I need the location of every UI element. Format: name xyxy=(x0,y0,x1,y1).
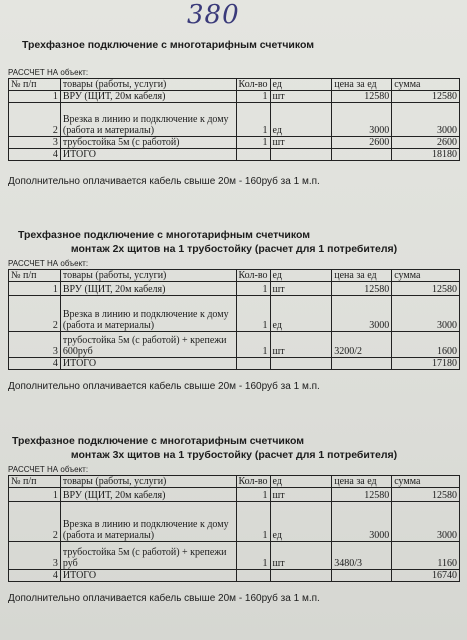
header-qty: Кол-во xyxy=(236,476,270,488)
header-sum: сумма xyxy=(392,270,460,282)
row-goods: ВРУ (ЩИТ, 20м кабеля) xyxy=(60,282,236,296)
row-sum: 3000 xyxy=(392,502,460,542)
section-title: Трехфазное подключение с многотарифным счетчиком xyxy=(18,229,311,241)
handwritten-page-number: 380 xyxy=(187,0,240,30)
row-price xyxy=(332,149,392,161)
row-qty: 1 xyxy=(236,282,270,296)
header-qty: Кол-во xyxy=(236,270,270,282)
header-no: № п/п xyxy=(9,79,61,91)
row-no: 1 xyxy=(9,282,61,296)
price-section-1 xyxy=(8,38,460,188)
table-header-row xyxy=(9,270,460,282)
header-price: цена за ед xyxy=(332,270,392,282)
row-price: 3480/3 xyxy=(332,542,392,570)
row-no: 1 xyxy=(9,91,61,103)
row-goods: трубостойка 5м (с работой) + крепежи 600руб xyxy=(60,332,236,358)
row-qty: 1 xyxy=(236,542,270,570)
row-qty xyxy=(236,570,270,582)
row-sum: 12580 xyxy=(392,488,460,502)
cable-note: Дополнительно оплачивается кабель свыше 20м - 160руб за 1 м.п. xyxy=(8,176,320,187)
row-no: 4 xyxy=(9,149,61,161)
row-no: 3 xyxy=(9,542,61,570)
table-row xyxy=(9,488,460,502)
row-goods: ИТОГО xyxy=(60,358,236,370)
row-unit: шт xyxy=(270,332,332,358)
row-price: 12580 xyxy=(332,488,392,502)
header-unit: ед xyxy=(270,270,332,282)
row-sum: 3000 xyxy=(392,296,460,332)
table-row xyxy=(9,296,460,332)
row-unit: ед xyxy=(270,296,332,332)
header-qty: Кол-во xyxy=(236,79,270,91)
table-row xyxy=(9,282,460,296)
calc-label: РАССЧЕТ НА объект: xyxy=(8,259,89,268)
table-row xyxy=(9,91,460,103)
header-no: № п/п xyxy=(9,270,61,282)
header-unit: ед xyxy=(270,79,332,91)
row-no: 4 xyxy=(9,570,61,582)
header-goods: товары (работы, услуги) xyxy=(60,79,236,91)
row-qty: 1 xyxy=(236,488,270,502)
calc-label: РАССЧЕТ НА объект: xyxy=(8,465,89,474)
table-row xyxy=(9,137,460,149)
header-unit: ед xyxy=(270,476,332,488)
table-total-row xyxy=(9,570,460,582)
price-table xyxy=(8,78,460,161)
row-qty: 1 xyxy=(236,332,270,358)
row-unit xyxy=(270,149,332,161)
cable-note: Дополнительно оплачивается кабель свыше 20м - 160руб за 1 м.п. xyxy=(8,593,320,604)
table-row xyxy=(9,103,460,137)
row-price: 3000 xyxy=(332,502,392,542)
section-title: Трехфазное подключение с многотарифным счетчиком xyxy=(12,435,305,447)
row-unit: шт xyxy=(270,91,332,103)
row-goods: трубостойка 5м (с работой) + крепежи руб xyxy=(60,542,236,570)
row-sum: 1160 xyxy=(392,542,460,570)
table-row xyxy=(9,542,460,570)
header-no: № п/п xyxy=(9,476,61,488)
row-price: 3000 xyxy=(332,103,392,137)
row-sum: 17180 xyxy=(392,358,460,370)
row-qty xyxy=(236,149,270,161)
row-sum: 18180 xyxy=(392,149,460,161)
row-price: 12580 xyxy=(332,91,392,103)
row-qty: 1 xyxy=(236,103,270,137)
table-row xyxy=(9,332,460,358)
row-unit xyxy=(270,570,332,582)
table-header-row xyxy=(9,476,460,488)
price-table xyxy=(8,475,460,582)
row-qty: 1 xyxy=(236,91,270,103)
row-unit: шт xyxy=(270,488,332,502)
price-table xyxy=(8,269,460,370)
row-qty: 1 xyxy=(236,296,270,332)
row-goods: ИТОГО xyxy=(60,570,236,582)
section-subtitle: монтаж 3х щитов на 1 трубостойку (расчет для 1 потребителя) xyxy=(70,449,398,461)
row-no: 3 xyxy=(9,332,61,358)
row-unit: ед xyxy=(270,502,332,542)
row-price: 12580 xyxy=(332,282,392,296)
row-sum: 12580 xyxy=(392,282,460,296)
row-unit xyxy=(270,358,332,370)
table-header-row xyxy=(9,79,460,91)
row-no: 2 xyxy=(9,502,61,542)
row-no: 4 xyxy=(9,358,61,370)
row-price xyxy=(332,570,392,582)
row-goods: Врезка в линию и подключение к дому (работа и материалы) xyxy=(60,103,236,137)
row-sum: 12580 xyxy=(392,91,460,103)
row-sum: 1600 xyxy=(392,332,460,358)
row-unit: шт xyxy=(270,282,332,296)
header-goods: товары (работы, услуги) xyxy=(60,476,236,488)
price-section-2 xyxy=(8,228,460,393)
row-price xyxy=(332,358,392,370)
row-goods: Врезка в линию и подключение к дому (работа и материалы) xyxy=(60,502,236,542)
row-price: 3200/2 xyxy=(332,332,392,358)
row-goods: ВРУ (ЩИТ, 20м кабеля) xyxy=(60,91,236,103)
row-no: 3 xyxy=(9,137,61,149)
section-subtitle: монтаж 2х щитов на 1 трубостойку (расчет для 1 потребителя) xyxy=(70,243,398,255)
row-sum: 2600 xyxy=(392,137,460,149)
price-section-3 xyxy=(8,434,460,605)
row-no: 2 xyxy=(9,296,61,332)
row-no: 2 xyxy=(9,103,61,137)
table-total-row xyxy=(9,149,460,161)
calc-label: РАССЧЕТ НА объект: xyxy=(8,68,89,77)
row-no: 1 xyxy=(9,488,61,502)
row-sum: 16740 xyxy=(392,570,460,582)
row-goods: Врезка в линию и подключение к дому (работа и материалы) xyxy=(60,296,236,332)
row-unit: ед xyxy=(270,103,332,137)
header-price: цена за ед xyxy=(332,476,392,488)
row-price: 3000 xyxy=(332,296,392,332)
row-qty xyxy=(236,358,270,370)
section-title: Трехфазное подключение с многотарифным счетчиком xyxy=(22,39,315,51)
row-qty: 1 xyxy=(236,502,270,542)
row-goods: трубостойка 5м (с работой) xyxy=(60,137,236,149)
header-sum: сумма xyxy=(392,79,460,91)
row-qty: 1 xyxy=(236,137,270,149)
row-goods: ИТОГО xyxy=(60,149,236,161)
row-goods: ВРУ (ЩИТ, 20м кабеля) xyxy=(60,488,236,502)
table-row xyxy=(9,502,460,542)
table-total-row xyxy=(9,358,460,370)
header-sum: сумма xyxy=(392,476,460,488)
row-unit: шт xyxy=(270,542,332,570)
header-goods: товары (работы, услуги) xyxy=(60,270,236,282)
row-sum: 3000 xyxy=(392,103,460,137)
row-unit: шт xyxy=(270,137,332,149)
row-price: 2600 xyxy=(332,137,392,149)
cable-note: Дополнительно оплачивается кабель свыше 20м - 160руб за 1 м.п. xyxy=(8,381,320,392)
header-price: цена за ед xyxy=(332,79,392,91)
